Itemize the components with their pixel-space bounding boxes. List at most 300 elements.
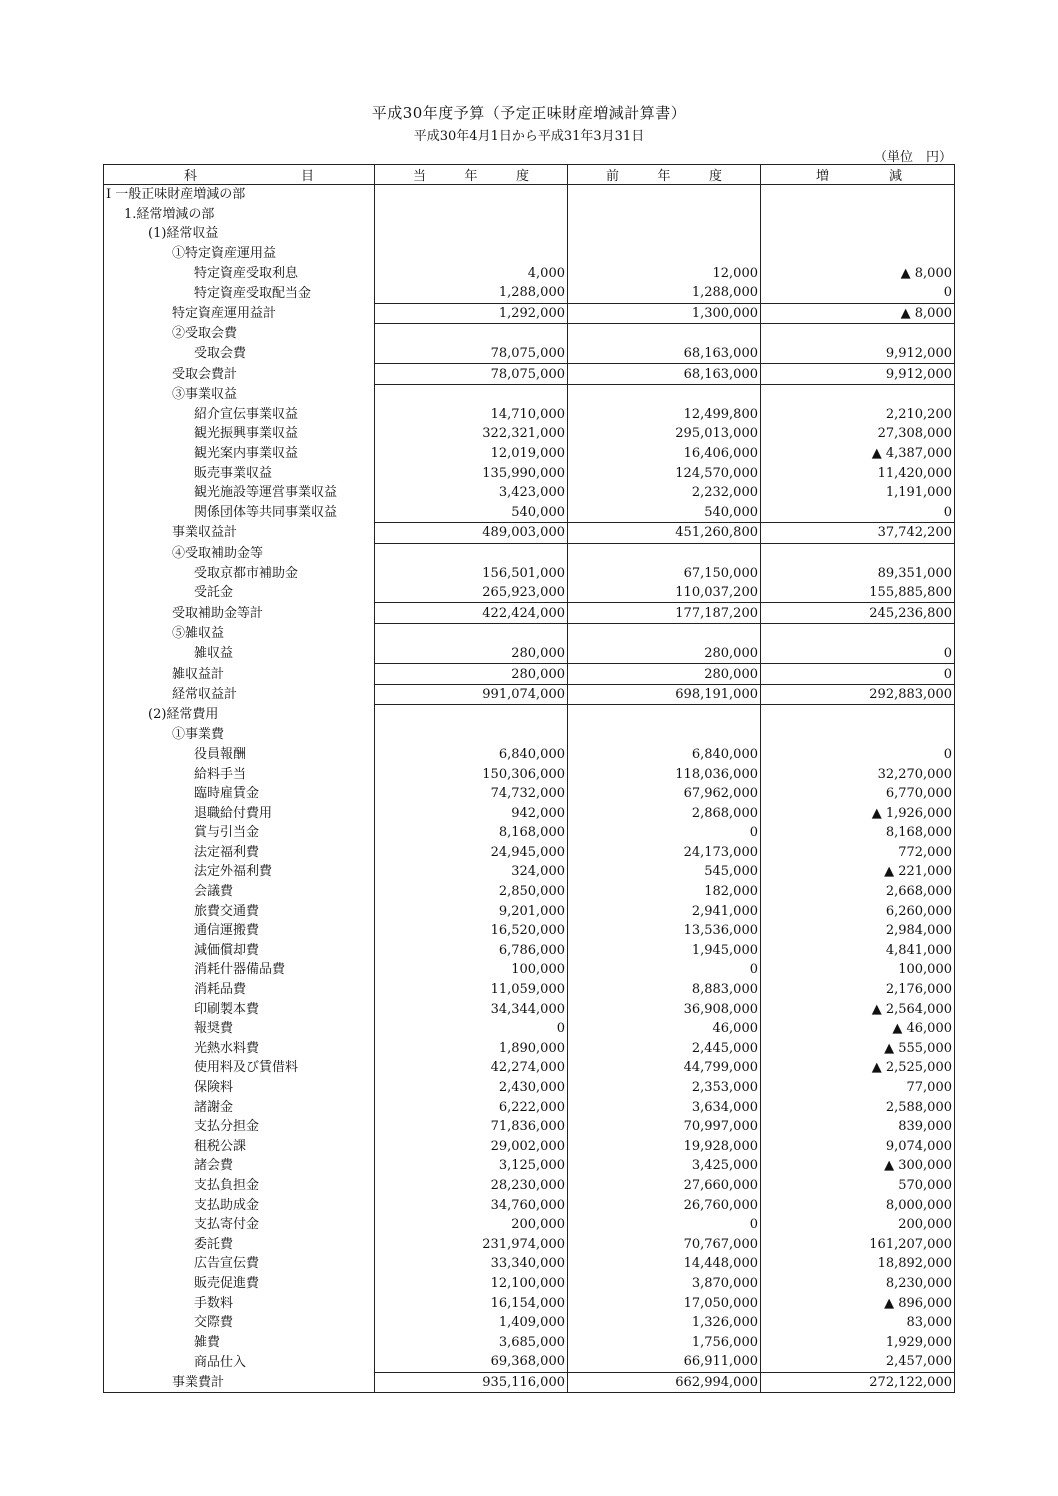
table-row bbox=[104, 1352, 955, 1372]
previous-value: 545,000 bbox=[568, 862, 761, 882]
table-row bbox=[104, 583, 955, 603]
account-label: 広告宣伝費 bbox=[104, 1254, 375, 1274]
table-row bbox=[104, 424, 955, 444]
previous-value: 14,448,000 bbox=[568, 1254, 761, 1274]
current-value: 422,424,000 bbox=[375, 603, 568, 624]
table-row bbox=[104, 1117, 955, 1137]
change-value: 18,892,000 bbox=[761, 1254, 955, 1274]
change-value: 161,207,000 bbox=[761, 1234, 955, 1254]
account-label: 手数料 bbox=[104, 1293, 375, 1313]
table-row bbox=[104, 1332, 955, 1352]
account-label: 紹介宣伝事業収益 bbox=[104, 405, 375, 425]
change-value: 11,420,000 bbox=[761, 463, 955, 483]
previous-value: 1,756,000 bbox=[568, 1332, 761, 1352]
account-label: 退職給付費用 bbox=[104, 803, 375, 823]
previous-value bbox=[568, 185, 761, 205]
current-value: 9,201,000 bbox=[375, 901, 568, 921]
account-label: ②受取会費 bbox=[104, 324, 375, 344]
header-previous-year: 前 年 度 bbox=[568, 165, 761, 185]
current-value: 6,786,000 bbox=[375, 941, 568, 961]
table-row bbox=[104, 1156, 955, 1176]
current-value: 16,154,000 bbox=[375, 1293, 568, 1313]
table-row bbox=[104, 843, 955, 863]
table-row bbox=[104, 745, 955, 765]
section-row bbox=[104, 624, 955, 644]
account-label: 1.経常増減の部 bbox=[104, 205, 375, 225]
section-row bbox=[104, 324, 955, 344]
change-value: 292,883,000 bbox=[761, 684, 955, 705]
previous-value: 2,941,000 bbox=[568, 901, 761, 921]
change-value: ▲ 896,000 bbox=[761, 1293, 955, 1313]
change-value bbox=[761, 324, 955, 344]
account-label: 販売事業収益 bbox=[104, 463, 375, 483]
header-current-year: 当 年 度 bbox=[375, 165, 568, 185]
change-value: 839,000 bbox=[761, 1117, 955, 1137]
current-value bbox=[375, 624, 568, 644]
account-label: 支払助成金 bbox=[104, 1195, 375, 1215]
change-value: 772,000 bbox=[761, 843, 955, 863]
table-row bbox=[104, 1234, 955, 1254]
change-value: 0 bbox=[761, 644, 955, 664]
change-value bbox=[761, 244, 955, 264]
account-label: 減価償却費 bbox=[104, 941, 375, 961]
change-value: 0 bbox=[761, 503, 955, 523]
previous-value: 451,260,800 bbox=[568, 523, 761, 544]
account-label: 事業費計 bbox=[104, 1372, 375, 1393]
account-label: ④受取補助金等 bbox=[104, 543, 375, 563]
table-row bbox=[104, 283, 955, 303]
current-value: 2,430,000 bbox=[375, 1078, 568, 1098]
account-label: 観光振興事業収益 bbox=[104, 424, 375, 444]
change-value: ▲ 1,926,000 bbox=[761, 803, 955, 823]
previous-value: 12,000 bbox=[568, 263, 761, 283]
account-label: 委託費 bbox=[104, 1234, 375, 1254]
current-value: 1,288,000 bbox=[375, 283, 568, 303]
current-value: 231,974,000 bbox=[375, 1234, 568, 1254]
current-value: 991,074,000 bbox=[375, 684, 568, 705]
previous-value bbox=[568, 244, 761, 264]
change-value: 9,912,000 bbox=[761, 344, 955, 364]
current-value bbox=[375, 543, 568, 563]
change-value: 9,074,000 bbox=[761, 1137, 955, 1157]
change-value: 2,668,000 bbox=[761, 882, 955, 902]
account-label: 使用料及び賃借料 bbox=[104, 1058, 375, 1078]
account-label: 観光案内事業収益 bbox=[104, 444, 375, 464]
table-row bbox=[104, 1058, 955, 1078]
current-value: 4,000 bbox=[375, 263, 568, 283]
section-row bbox=[104, 205, 955, 225]
previous-value: 1,945,000 bbox=[568, 941, 761, 961]
previous-value bbox=[568, 384, 761, 404]
previous-value: 540,000 bbox=[568, 503, 761, 523]
current-value: 0 bbox=[375, 1019, 568, 1039]
change-value: 2,176,000 bbox=[761, 980, 955, 1000]
current-value: 34,344,000 bbox=[375, 999, 568, 1019]
table-row bbox=[104, 405, 955, 425]
table-row bbox=[104, 1097, 955, 1117]
account-label: 商品仕入 bbox=[104, 1352, 375, 1372]
table-row bbox=[104, 1293, 955, 1313]
account-label: 支払寄付金 bbox=[104, 1215, 375, 1235]
current-value: 3,685,000 bbox=[375, 1332, 568, 1352]
account-label: 租税公課 bbox=[104, 1137, 375, 1157]
subtotal-row bbox=[104, 364, 955, 385]
current-value bbox=[375, 324, 568, 344]
current-value: 200,000 bbox=[375, 1215, 568, 1235]
table-row bbox=[104, 980, 955, 1000]
subtotal-row bbox=[104, 303, 955, 324]
account-label: 支払分担金 bbox=[104, 1117, 375, 1137]
table-row bbox=[104, 941, 955, 961]
account-label: Ⅰ 一般正味財産増減の部 bbox=[104, 185, 375, 205]
account-label: 役員報酬 bbox=[104, 745, 375, 765]
change-value: 27,308,000 bbox=[761, 424, 955, 444]
account-label: 事業収益計 bbox=[104, 523, 375, 544]
change-value: 0 bbox=[761, 283, 955, 303]
account-label: 給料手当 bbox=[104, 764, 375, 784]
previous-value: 280,000 bbox=[568, 664, 761, 685]
change-value: 8,000,000 bbox=[761, 1195, 955, 1215]
previous-value: 66,911,000 bbox=[568, 1352, 761, 1372]
previous-value bbox=[568, 224, 761, 244]
table-row bbox=[104, 784, 955, 804]
previous-value: 1,326,000 bbox=[568, 1313, 761, 1333]
previous-value: 662,994,000 bbox=[568, 1372, 761, 1393]
previous-value: 46,000 bbox=[568, 1019, 761, 1039]
change-value: 9,912,000 bbox=[761, 364, 955, 385]
current-value: 16,520,000 bbox=[375, 921, 568, 941]
current-value: 8,168,000 bbox=[375, 823, 568, 843]
previous-value: 13,536,000 bbox=[568, 921, 761, 941]
change-value: ▲ 2,564,000 bbox=[761, 999, 955, 1019]
change-value: ▲ 221,000 bbox=[761, 862, 955, 882]
table-row bbox=[104, 1137, 955, 1157]
table-row bbox=[104, 999, 955, 1019]
previous-value: 182,000 bbox=[568, 882, 761, 902]
previous-value: 70,767,000 bbox=[568, 1234, 761, 1254]
change-value: 6,260,000 bbox=[761, 901, 955, 921]
previous-value: 6,840,000 bbox=[568, 745, 761, 765]
current-value: 71,836,000 bbox=[375, 1117, 568, 1137]
section-row bbox=[104, 725, 955, 745]
section-row bbox=[104, 543, 955, 563]
previous-value bbox=[568, 725, 761, 745]
current-value: 29,002,000 bbox=[375, 1137, 568, 1157]
change-value bbox=[761, 185, 955, 205]
current-value bbox=[375, 725, 568, 745]
change-value: 89,351,000 bbox=[761, 563, 955, 583]
current-value bbox=[375, 224, 568, 244]
previous-value: 27,660,000 bbox=[568, 1176, 761, 1196]
previous-value: 2,868,000 bbox=[568, 803, 761, 823]
current-value: 12,100,000 bbox=[375, 1274, 568, 1294]
account-label: 受託金 bbox=[104, 583, 375, 603]
current-value: 69,368,000 bbox=[375, 1352, 568, 1372]
current-value: 78,075,000 bbox=[375, 344, 568, 364]
account-label: 諸会費 bbox=[104, 1156, 375, 1176]
current-value: 156,501,000 bbox=[375, 563, 568, 583]
current-value: 280,000 bbox=[375, 664, 568, 685]
account-label: (2)経常費用 bbox=[104, 705, 375, 725]
change-value: ▲ 300,000 bbox=[761, 1156, 955, 1176]
current-value: 2,850,000 bbox=[375, 882, 568, 902]
account-label: 特定資産受取利息 bbox=[104, 263, 375, 283]
current-value: 3,423,000 bbox=[375, 483, 568, 503]
current-value bbox=[375, 244, 568, 264]
account-label: 特定資産受取配当金 bbox=[104, 283, 375, 303]
account-label: 保険料 bbox=[104, 1078, 375, 1098]
previous-value bbox=[568, 705, 761, 725]
account-label: 雑費 bbox=[104, 1332, 375, 1352]
table-row bbox=[104, 1313, 955, 1333]
section-row bbox=[104, 705, 955, 725]
account-label: 雑収益 bbox=[104, 644, 375, 664]
table-row bbox=[104, 960, 955, 980]
account-label: 会議費 bbox=[104, 882, 375, 902]
current-value: 12,019,000 bbox=[375, 444, 568, 464]
previous-value: 26,760,000 bbox=[568, 1195, 761, 1215]
current-value: 489,003,000 bbox=[375, 523, 568, 544]
change-value: 0 bbox=[761, 745, 955, 765]
account-label: 関係団体等共同事業収益 bbox=[104, 503, 375, 523]
table-row bbox=[104, 862, 955, 882]
table-row bbox=[104, 1176, 955, 1196]
change-value: 570,000 bbox=[761, 1176, 955, 1196]
table-row bbox=[104, 563, 955, 583]
previous-value: 44,799,000 bbox=[568, 1058, 761, 1078]
change-value: 83,000 bbox=[761, 1313, 955, 1333]
previous-value: 24,173,000 bbox=[568, 843, 761, 863]
document-title: 平成30年度予算（予定正味財産増減計算書） bbox=[371, 104, 687, 122]
current-value: 540,000 bbox=[375, 503, 568, 523]
budget-body bbox=[104, 185, 955, 1393]
change-value: ▲ 4,387,000 bbox=[761, 444, 955, 464]
current-value: 1,292,000 bbox=[375, 303, 568, 324]
change-value: 37,742,200 bbox=[761, 523, 955, 544]
account-label: 受取会費計 bbox=[104, 364, 375, 385]
previous-value: 0 bbox=[568, 1215, 761, 1235]
current-value bbox=[375, 205, 568, 225]
previous-value bbox=[568, 624, 761, 644]
previous-value: 12,499,800 bbox=[568, 405, 761, 425]
subtotal-row bbox=[104, 523, 955, 544]
table-row bbox=[104, 882, 955, 902]
table-row bbox=[104, 1195, 955, 1215]
change-value: 6,770,000 bbox=[761, 784, 955, 804]
table-row bbox=[104, 463, 955, 483]
table-row bbox=[104, 644, 955, 664]
change-value: ▲ 2,525,000 bbox=[761, 1058, 955, 1078]
current-value: 28,230,000 bbox=[375, 1176, 568, 1196]
account-label: ⑤雑収益 bbox=[104, 624, 375, 644]
previous-value: 177,187,200 bbox=[568, 603, 761, 624]
previous-value: 0 bbox=[568, 823, 761, 843]
change-value: 245,236,800 bbox=[761, 603, 955, 624]
header-account: 科 目 bbox=[104, 165, 375, 185]
previous-value: 2,445,000 bbox=[568, 1039, 761, 1059]
change-value: ▲ 8,000 bbox=[761, 263, 955, 283]
subtotal-row bbox=[104, 664, 955, 685]
previous-value: 8,883,000 bbox=[568, 980, 761, 1000]
header-change: 増 減 bbox=[761, 165, 955, 185]
previous-value bbox=[568, 324, 761, 344]
previous-value: 3,870,000 bbox=[568, 1274, 761, 1294]
table-row bbox=[104, 803, 955, 823]
previous-value: 1,300,000 bbox=[568, 303, 761, 324]
account-label: 通信運搬費 bbox=[104, 921, 375, 941]
current-value: 150,306,000 bbox=[375, 764, 568, 784]
previous-value: 1,288,000 bbox=[568, 283, 761, 303]
current-value: 935,116,000 bbox=[375, 1372, 568, 1393]
previous-value: 698,191,000 bbox=[568, 684, 761, 705]
current-value: 3,125,000 bbox=[375, 1156, 568, 1176]
change-value: 2,210,200 bbox=[761, 405, 955, 425]
current-value: 322,321,000 bbox=[375, 424, 568, 444]
table-row bbox=[104, 1274, 955, 1294]
account-label: 賞与引当金 bbox=[104, 823, 375, 843]
table-header-row bbox=[104, 165, 955, 185]
change-value: ▲ 46,000 bbox=[761, 1019, 955, 1039]
previous-value bbox=[568, 543, 761, 563]
current-value: 34,760,000 bbox=[375, 1195, 568, 1215]
current-value bbox=[375, 705, 568, 725]
account-label: 報奨費 bbox=[104, 1019, 375, 1039]
table-row bbox=[104, 1039, 955, 1059]
budget-table bbox=[103, 164, 955, 1393]
current-value: 280,000 bbox=[375, 644, 568, 664]
subtotal-row bbox=[104, 603, 955, 624]
account-label: ①特定資産運用益 bbox=[104, 244, 375, 264]
change-value bbox=[761, 205, 955, 225]
change-value bbox=[761, 224, 955, 244]
account-label: 諸謝金 bbox=[104, 1097, 375, 1117]
unit-label: （単位 円） bbox=[873, 150, 952, 165]
previous-value: 19,928,000 bbox=[568, 1137, 761, 1157]
account-label: 特定資産運用益計 bbox=[104, 303, 375, 324]
account-label: (1)経常収益 bbox=[104, 224, 375, 244]
change-value bbox=[761, 624, 955, 644]
current-value: 78,075,000 bbox=[375, 364, 568, 385]
table-row bbox=[104, 823, 955, 843]
account-label: ③事業収益 bbox=[104, 384, 375, 404]
current-value: 14,710,000 bbox=[375, 405, 568, 425]
account-label: 法定福利費 bbox=[104, 843, 375, 863]
change-value: 100,000 bbox=[761, 960, 955, 980]
account-label: 販売促進費 bbox=[104, 1274, 375, 1294]
account-label: 印刷製本費 bbox=[104, 999, 375, 1019]
account-label: 旅費交通費 bbox=[104, 901, 375, 921]
table-row bbox=[104, 263, 955, 283]
account-label: 消耗品費 bbox=[104, 980, 375, 1000]
previous-value: 110,037,200 bbox=[568, 583, 761, 603]
account-label: 受取会費 bbox=[104, 344, 375, 364]
previous-value: 67,962,000 bbox=[568, 784, 761, 804]
change-value: 77,000 bbox=[761, 1078, 955, 1098]
change-value: 2,984,000 bbox=[761, 921, 955, 941]
table-row bbox=[104, 764, 955, 784]
table-row bbox=[104, 901, 955, 921]
change-value: 4,841,000 bbox=[761, 941, 955, 961]
current-value: 1,409,000 bbox=[375, 1313, 568, 1333]
current-value: 6,222,000 bbox=[375, 1097, 568, 1117]
section-row bbox=[104, 384, 955, 404]
change-value: 200,000 bbox=[761, 1215, 955, 1235]
account-label: 光熱水料費 bbox=[104, 1039, 375, 1059]
section-row bbox=[104, 244, 955, 264]
change-value: 8,168,000 bbox=[761, 823, 955, 843]
current-value bbox=[375, 185, 568, 205]
table-row bbox=[104, 503, 955, 523]
change-value: 272,122,000 bbox=[761, 1372, 955, 1393]
account-label: 支払負担金 bbox=[104, 1176, 375, 1196]
table-row bbox=[104, 1019, 955, 1039]
previous-value: 16,406,000 bbox=[568, 444, 761, 464]
previous-value: 295,013,000 bbox=[568, 424, 761, 444]
previous-value: 118,036,000 bbox=[568, 764, 761, 784]
previous-value: 17,050,000 bbox=[568, 1293, 761, 1313]
current-value: 6,840,000 bbox=[375, 745, 568, 765]
account-label: 雑収益計 bbox=[104, 664, 375, 685]
account-label: 消耗什器備品費 bbox=[104, 960, 375, 980]
change-value: 2,457,000 bbox=[761, 1352, 955, 1372]
table-row bbox=[104, 344, 955, 364]
table-row bbox=[104, 921, 955, 941]
subtotal-row bbox=[104, 684, 955, 705]
account-label: 交際費 bbox=[104, 1313, 375, 1333]
account-label: ①事業費 bbox=[104, 725, 375, 745]
change-value: 155,885,800 bbox=[761, 583, 955, 603]
change-value bbox=[761, 705, 955, 725]
change-value: 8,230,000 bbox=[761, 1274, 955, 1294]
current-value: 942,000 bbox=[375, 803, 568, 823]
previous-value: 124,570,000 bbox=[568, 463, 761, 483]
current-value: 324,000 bbox=[375, 862, 568, 882]
current-value: 24,945,000 bbox=[375, 843, 568, 863]
document-period: 平成30年4月1日から平成31年3月31日 bbox=[413, 129, 645, 144]
change-value: ▲ 8,000 bbox=[761, 303, 955, 324]
table-row bbox=[104, 483, 955, 503]
account-label: 受取補助金等計 bbox=[104, 603, 375, 624]
previous-value bbox=[568, 205, 761, 225]
table-row bbox=[104, 1078, 955, 1098]
change-value bbox=[761, 725, 955, 745]
change-value: 1,929,000 bbox=[761, 1332, 955, 1352]
table-row bbox=[104, 1254, 955, 1274]
previous-value: 36,908,000 bbox=[568, 999, 761, 1019]
previous-value: 70,997,000 bbox=[568, 1117, 761, 1137]
change-value bbox=[761, 384, 955, 404]
previous-value: 3,634,000 bbox=[568, 1097, 761, 1117]
previous-value: 3,425,000 bbox=[568, 1156, 761, 1176]
previous-value: 0 bbox=[568, 960, 761, 980]
table-row bbox=[104, 444, 955, 464]
change-value: 2,588,000 bbox=[761, 1097, 955, 1117]
change-value bbox=[761, 543, 955, 563]
account-label: 臨時雇賃金 bbox=[104, 784, 375, 804]
account-label: 観光施設等運営事業収益 bbox=[104, 483, 375, 503]
section-row bbox=[104, 185, 955, 205]
account-label: 受取京都市補助金 bbox=[104, 563, 375, 583]
previous-value: 67,150,000 bbox=[568, 563, 761, 583]
current-value bbox=[375, 384, 568, 404]
current-value: 265,923,000 bbox=[375, 583, 568, 603]
current-value: 74,732,000 bbox=[375, 784, 568, 804]
current-value: 100,000 bbox=[375, 960, 568, 980]
current-value: 33,340,000 bbox=[375, 1254, 568, 1274]
current-value: 1,890,000 bbox=[375, 1039, 568, 1059]
current-value: 11,059,000 bbox=[375, 980, 568, 1000]
previous-value: 280,000 bbox=[568, 644, 761, 664]
